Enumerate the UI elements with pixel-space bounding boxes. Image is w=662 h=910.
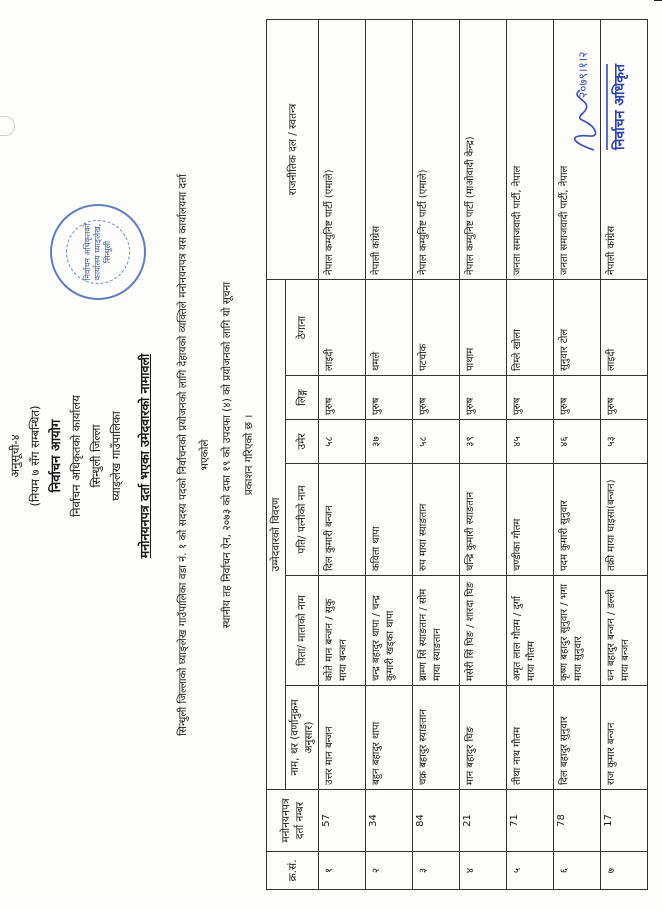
rule-reference: (नियम ७ सँग सम्बन्धित) xyxy=(28,405,42,507)
notice-line-2: स्थानीय तह निर्वाचन ऐन, २०७३ को दफा १९ को उपदफा (४) को प्रयोजनको लागि यो सूचना xyxy=(221,281,233,629)
cell-parent: कृष्ण बहादुर सुनुवार / भगा माया सुनुवार xyxy=(554,576,601,686)
cell-reg-no: 57 xyxy=(319,790,366,852)
cell-age: ४६ xyxy=(554,420,601,464)
cell-age: ५३ xyxy=(601,420,648,464)
page-edge-mark xyxy=(654,0,662,1)
cell-party: नेपाली कांग्रेस xyxy=(366,19,413,279)
header-spouse: पति/ पत्नीको नाम xyxy=(286,464,319,576)
table-row xyxy=(460,19,507,889)
cell-name: चक्र बहादुर स्याङतान xyxy=(413,686,460,790)
cell-parent: मसेरी सिं घिङ / शारदा घिङ xyxy=(460,576,507,686)
office-seal xyxy=(50,204,146,300)
cell-age: ४५ xyxy=(507,420,554,464)
cell-party: नेपाल कम्युनिष्ट पार्टी (माओवादी केन्द्र) xyxy=(460,19,507,279)
document-title: मनोनयनपत्र दर्ता भएका उमेदवारको नामावली xyxy=(137,353,152,559)
header-candidate-details: उम्मेदवारको विवरण xyxy=(267,279,286,789)
cell-parent: ब्राम्ण सिं स्याङतान / सोम माया स्याङतान xyxy=(413,576,460,686)
cell-spouse: कविता थापा xyxy=(366,464,413,576)
cell-address: तिम्ले खोला xyxy=(507,279,554,375)
cell-gender: पुरुष xyxy=(413,376,460,420)
notice-line-3: प्रकाशन गरिएको छ । xyxy=(243,414,255,496)
district-name: सिन्धुली जिल्ला xyxy=(89,424,103,488)
municipality-name: घ्याङ्लेख गाउँपालिका xyxy=(109,411,123,501)
header-age: उमेर xyxy=(286,420,319,464)
notice-paragraph xyxy=(172,160,260,750)
cell-spouse: चण्डीका गौतम xyxy=(507,464,554,576)
cell-serial: ३ xyxy=(413,852,460,890)
header-gender: लिङ्ग xyxy=(286,376,319,420)
cell-address: पटचोक xyxy=(413,279,460,375)
cell-parent: चन्द्र बहादुर थापा / चन्द्र कुमारी खड्का थापा xyxy=(366,576,413,686)
cell-party: नेपाली कांग्रेस xyxy=(601,19,648,279)
commission-name: निर्वाचन आयोग xyxy=(49,419,64,493)
cell-spouse: चन्द्रि कुमारी स्याङतान xyxy=(460,464,507,576)
cell-reg-no: 34 xyxy=(366,790,413,852)
cell-party: जनता समाजवादी पार्टी, नेपाल xyxy=(554,19,601,279)
cell-spouse: पदम कुमारी सुनुवार xyxy=(554,464,601,576)
cell-parent: धन बहादुर बन्जन / डल्ली माया बन्जन xyxy=(601,576,648,686)
cell-address: पाथाम xyxy=(460,279,507,375)
cell-gender: पुरुष xyxy=(554,376,601,420)
table-row xyxy=(507,19,554,889)
cell-party: जनता समाजवादी पार्टी, नेपाल xyxy=(507,19,554,279)
cell-reg-no: 21 xyxy=(460,790,507,852)
cell-name: दिल बहादुर सुनुवार xyxy=(554,686,601,790)
cell-gender: पुरुष xyxy=(507,376,554,420)
cell-reg-no: 84 xyxy=(413,790,460,852)
cell-serial: ६ xyxy=(554,852,601,890)
header-name: नाम, थर (वर्णानुक्रम अनुसार) xyxy=(286,686,319,790)
header-parent: पिता/ माताको नाम xyxy=(286,576,319,686)
header-serial: क्र.सं. xyxy=(267,852,319,890)
header-address: ठेगाना xyxy=(286,279,319,375)
header-reg-no: मनोनयनपत्र दर्ता नम्बर xyxy=(267,790,319,852)
cell-address: लाइदी xyxy=(319,279,366,375)
cell-spouse: दिल कुमारी बन्जन xyxy=(319,464,366,576)
cell-gender: पुरुष xyxy=(319,376,366,420)
cell-reg-no: 78 xyxy=(554,790,601,852)
cell-address: सुनुवार टोल xyxy=(554,279,601,375)
cell-gender: पुरुष xyxy=(366,376,413,420)
table-row xyxy=(319,19,366,889)
cell-age: ५८ xyxy=(319,420,366,464)
cell-serial: १ xyxy=(319,852,366,890)
signature-block xyxy=(560,36,640,156)
table-row xyxy=(366,19,413,889)
cell-gender: पुरुष xyxy=(460,376,507,420)
cell-name: तीथा नाथ गौतम xyxy=(507,686,554,790)
cell-reg-no: 17 xyxy=(601,790,648,852)
cell-party: नेपाल कम्युनिष्ट पार्टी (एमाले) xyxy=(413,19,460,279)
cell-parent: अमृत लाल गौतम / दुर्गा माया गौतम xyxy=(507,576,554,686)
header-party: राजनीतिक दल / स्वतन्त्र xyxy=(267,19,319,279)
signature-date: २०७९।१।२ xyxy=(576,51,590,98)
annex-heading: अनुसूची-४ xyxy=(8,434,22,478)
cell-party: नेपाल कम्युनिष्ट पार्टी (एमाले) xyxy=(319,19,366,279)
cell-address: थमले xyxy=(366,279,413,375)
seal-text: निर्वाचन अधिकृतको कार्यालय घ्याङ्लेख, सिन्धुली xyxy=(66,220,130,284)
cell-spouse: तक्री माया घाइसा(बन्जन) xyxy=(601,464,648,576)
cell-name: उत्तर मान बन्जन xyxy=(319,686,366,790)
cell-gender: पुरुष xyxy=(601,376,648,420)
cell-reg-no: 71 xyxy=(507,790,554,852)
cell-name: मान बहादुर घिङ xyxy=(460,686,507,790)
rotated-notice xyxy=(0,12,662,900)
officer-stamp: निर्वाचन अधिकृत xyxy=(606,64,629,150)
cell-age: ५८ xyxy=(413,420,460,464)
cell-serial: ५ xyxy=(507,852,554,890)
cell-address: लाइदी xyxy=(601,279,648,375)
cell-parent: कोते मान बन्जन / सुकु माया बन्जन xyxy=(319,576,366,686)
cell-serial: २ xyxy=(366,852,413,890)
cell-name: राज कुमार बन्जन xyxy=(601,686,648,790)
cell-age: ३७ xyxy=(366,420,413,464)
cell-serial: ७ xyxy=(601,852,648,890)
table-row xyxy=(413,19,460,889)
office-name: निर्वाचन अधिकृतको कार्यालय xyxy=(69,395,83,517)
cell-age: ३९ xyxy=(460,420,507,464)
cell-name: बहुन बहादुर थापा xyxy=(366,686,413,790)
notice-line-1: सिन्धुली जिल्लाको घ्याङ्लेख गाउँपालिका वडा नं. १ को सदस्य पदको निर्वाचनको प्रयोजनको लागि देहायको व्यक्तिले मनोनयनपत्र यस कार्यालयमा दर्ता भएकोले xyxy=(177,174,211,736)
cell-serial: ४ xyxy=(460,852,507,890)
cell-spouse: रुप माया स्याङतान xyxy=(413,464,460,576)
